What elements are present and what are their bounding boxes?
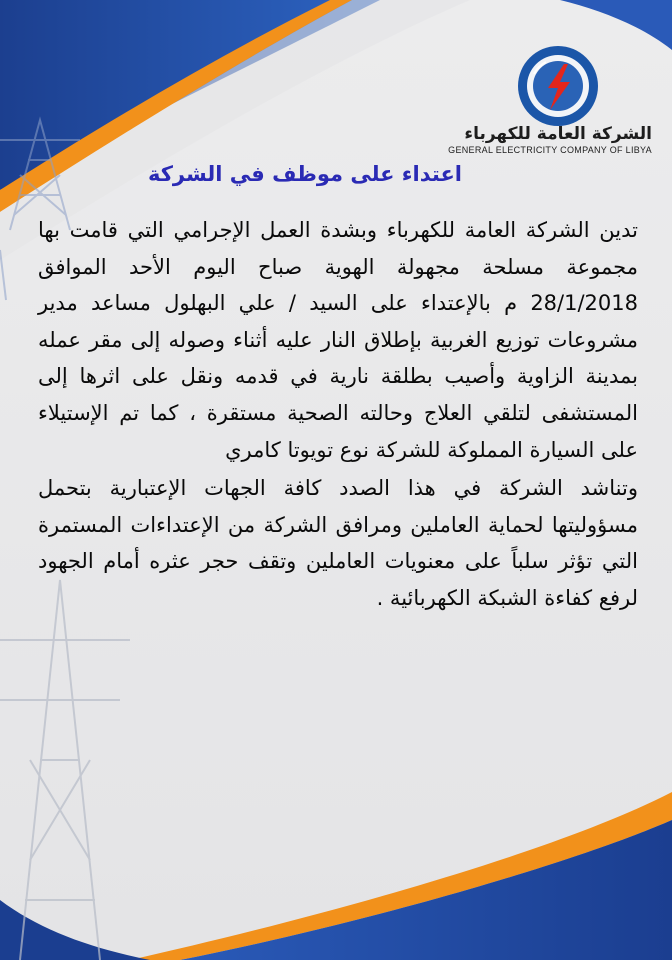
company-name-arabic: الشركة العامة للكهرباء	[464, 124, 652, 144]
statement-body	[38, 212, 638, 619]
power-pylon-icon	[0, 580, 130, 960]
statement-headline: اعتداء على موظف في الشركة	[147, 162, 462, 186]
body-paragraph-2: وتناشد الشركة في هذا الصدد كافة الجهات الإعتبارية بتحمل مسؤوليتها لحماية العاملين ومرافق الشركة من الإعتداءات المستمرة التي تؤثر سلباً على معنويات العاملين وتقف حجر عثره أمام الجهود لرفع كفاءة الشبكة الكهربائية .	[38, 476, 638, 610]
top-right-blue-swoosh	[560, 0, 672, 50]
body-paragraph-1: تدين الشركة العامة للكهرباء وبشدة العمل الإجرامي التي قامت بها مجموعة مسلحة مجهولة الهوية صباح اليوم الأحد الموافق 28/1/2018 م بالإعتداء على السيد / علي البهلول مساعد مدير مشروعات توزيع الغربية بإطلاق النار عليه أثناء وصوله إلى مقر عمله بمدينة الزاوية وأصيب بطلقة نارية في قدمه ونقل على اثرها إلى المستشفى لتلقي العلاج وحالته الصحية مستقرة ، كما تم الإستيلاء على السيارة المملوكة للشركة نوع تويوتا كامري	[38, 218, 638, 462]
company-name-english: GENERAL ELECTRICITY COMPANY OF LIBYA	[448, 145, 652, 155]
lightning-bolt-logo-icon	[516, 44, 600, 128]
